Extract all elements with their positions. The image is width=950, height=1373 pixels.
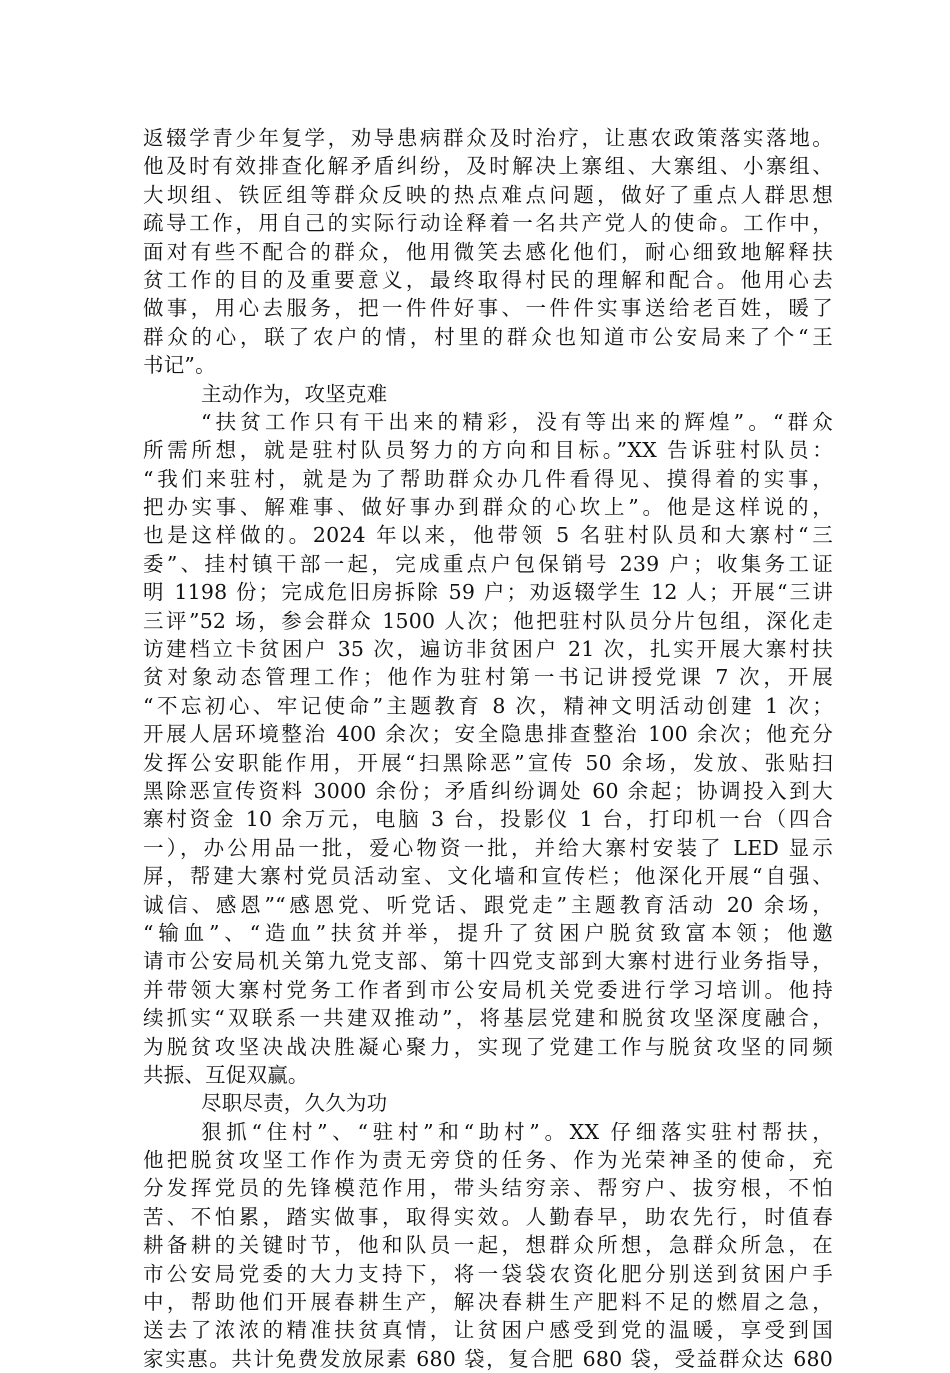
text-line: 请市公安局机关第九党支部、第十四党支部到大寨村进行业务指导， — [143, 949, 833, 974]
text-line: “扶贫工作只有干出来的精彩，没有等出来的辉煌”。“群众 — [201, 409, 833, 434]
text-line: 贫对象动态管理工作；他作为驻村第一书记讲授党课 7 次，开展 — [143, 665, 833, 690]
text-line: “输血”、“造血”扶贫并举，提升了贫困户脱贫致富本领；他邀 — [143, 920, 833, 945]
text-line: 群众的心，联了农户的情，村里的群众也知道市公安局来了个“王 — [143, 324, 833, 349]
text-line: 大坝组、铁匠组等群众反映的热点难点问题，做好了重点人群思想 — [143, 182, 833, 207]
text-line: 所需所想，就是驻村队员努力的方向和目标。”XX 告诉驻村队员： — [143, 438, 833, 463]
text-line: 三评”52 场，参会群众 1500 人次；他把驻村队员分片包组，深化走 — [143, 608, 833, 633]
text-line: 也是这样做的。2024 年以来，他带领 5 名驻村队员和大寨村“三 — [143, 523, 833, 548]
text-line: 黑除恶宣传资料 3000 余份；矛盾纠纷调处 60 余起；协调投入到大 — [143, 778, 833, 803]
text-line: 他及时有效排查化解矛盾纠纷，及时解决上寨组、大寨组、小寨组、 — [143, 154, 833, 179]
text-line: 疏导工作，用自己的实际行动诠释着一名共产党人的使命。工作中， — [143, 211, 833, 236]
text-line: 家实惠。共计免费发放尿素 680 袋，复合肥 680 袋，受益群众达 680 — [143, 1346, 833, 1371]
text-line: 面对有些不配合的群众，他用微笑去感化他们，耐心细致地解释扶 — [143, 239, 833, 264]
text-line: 寨村资金 10 余万元，电脑 3 台，投影仪 1 台，打印机一台（四合 — [143, 807, 833, 832]
text-line: 明 1198 份；完成危旧房拆除 59 户；劝返辍学生 12 人；开展“三讲 — [143, 580, 833, 605]
text-line: 发挥公安职能作用，开展“扫黑除恶”宣传 50 余场，发放、张贴扫 — [143, 750, 833, 775]
text-line: 把办实事、解难事、做好事办到群众的心坎上”。他是这样说的， — [143, 495, 833, 520]
text-line: 苦、不怕累，踏实做事，取得实效。人勤春早，助农先行，时值春 — [143, 1204, 833, 1229]
text-line: 开展人居环境整治 400 余次；安全隐患排查整治 100 余次；他充分 — [143, 722, 833, 747]
text-line: 续抓实“双联系一共建双推动”，将基层党建和脱贫攻坚深度融合， — [143, 1006, 833, 1031]
text-line: “不忘初心、牢记使命”主题教育 8 次，精神文明活动创建 1 次； — [143, 693, 833, 718]
text-line: 做事，用心去服务，把一件件好事、一件件实事送给老百姓，暖了 — [143, 296, 833, 321]
text-line: 狠抓“住村”、“驻村”和“助村”。XX 仔细落实驻村帮扶， — [201, 1119, 833, 1144]
text-line: 一），办公用品一批，爱心物资一批，并给大寨村安装了 LED 显示 — [143, 835, 833, 860]
text-line: 屏，帮建大寨村党员活动室、文化墙和宣传栏；他深化开展“自强、 — [143, 864, 833, 889]
text-line: 送去了浓浓的精准扶贫真情，让贫困户感受到党的温暖，享受到国 — [143, 1318, 833, 1343]
section-heading: 主动作为，攻坚克难 — [201, 381, 388, 406]
text-line: 中，帮助他们开展春耕生产，解决春耕生产肥料不足的燃眉之急， — [143, 1290, 833, 1315]
text-line: 他把脱贫攻坚工作作为责无旁贷的任务、作为光荣神圣的使命，充 — [143, 1148, 833, 1173]
text-line: 市公安局党委的大力支持下，将一袋袋农资化肥分别送到贫困户手 — [143, 1261, 833, 1286]
text-line: 贫工作的目的及重要意义，最终取得村民的理解和配合。他用心去 — [143, 267, 833, 292]
text-line: 分发挥党员的先锋模范作用，带头结穷亲、帮穷户、拔穷根，不怕 — [143, 1176, 833, 1201]
text-line: “我们来驻村，就是为了帮助群众办几件看得见、摸得着的实事， — [143, 466, 833, 491]
document-body — [143, 124, 833, 1373]
text-line: 访建档立卡贫困户 35 次，遍访非贫困户 21 次，扎实开展大寨村扶 — [143, 637, 833, 662]
section-heading: 尽职尽责，久久为功 — [201, 1091, 388, 1116]
text-line: 耕备耕的关键时节，他和队员一起，想群众所想，急群众所急，在 — [143, 1233, 833, 1258]
text-line: 委”、挂村镇干部一起，完成重点户包保销号 239 户；收集务工证 — [143, 551, 833, 576]
text-line: 为脱贫攻坚决战决胜凝心聚力，实现了党建工作与脱贫攻坚的同频 — [143, 1034, 833, 1059]
text-line: 共振、互促双赢。 — [143, 1062, 309, 1087]
text-line: 并带领大寨村党务工作者到市公安局机关党委进行学习培训。他持 — [143, 977, 833, 1002]
text-line: 诚信、感恩”“感恩党、听党话、跟党走”主题教育活动 20 余场， — [143, 892, 833, 917]
text-line: 返辍学青少年复学，劝导患病群众及时治疗，让惠农政策落实落地。 — [143, 126, 833, 150]
text-line: 书记”。 — [143, 353, 216, 378]
